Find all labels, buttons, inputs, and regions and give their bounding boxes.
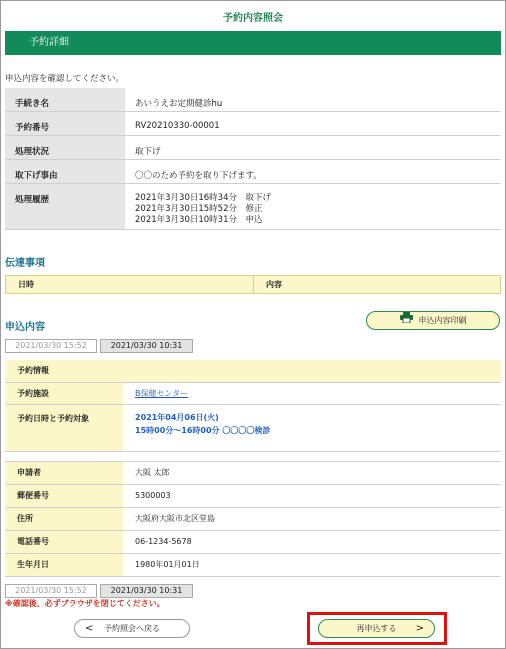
history-line: 2021年3月30日15時52分 修正 — [135, 204, 263, 214]
table-row — [5, 382, 501, 404]
reservation-date: 2021年04月06日(火) — [135, 412, 219, 422]
application-table — [5, 360, 501, 577]
table-row — [5, 136, 501, 160]
version-tab-1552[interactable]: 2021/03/30 15:52 — [5, 339, 97, 353]
reservation-info-label: 予約情報 — [5, 360, 123, 382]
table-row — [5, 88, 501, 112]
procedure-name-label: 手続き名 — [5, 88, 125, 112]
table-row — [5, 484, 501, 507]
datetime-label: 予約日時と予約対象 — [5, 404, 123, 451]
contact-col-content: 内容 — [254, 276, 501, 294]
table-row — [5, 112, 501, 136]
reservation-time: 15時00分～16時00分 〇〇〇〇検診 — [135, 425, 271, 435]
version-tab-1031-bottom[interactable]: 2021/03/30 10:31 — [100, 584, 193, 598]
spacer — [5, 451, 501, 461]
version-tab-1031[interactable]: 2021/03/30 10:31 — [100, 339, 193, 353]
history-label: 処理履歴 — [5, 184, 125, 230]
birthdate-value: 1980年01月01日 — [123, 553, 501, 576]
table-row — [5, 530, 501, 553]
notice-text: 申込内容を確認してください。 — [5, 74, 125, 84]
facility-label: 予約施設 — [5, 382, 123, 404]
table-row — [5, 360, 501, 382]
print-button-label: 申込内容印刷 — [418, 316, 467, 325]
table-row — [5, 553, 501, 576]
version-tab-1552-bottom[interactable]: 2021/03/30 15:52 — [5, 584, 97, 598]
section-header: 予約詳細 — [5, 31, 501, 55]
procedure-name-value: あいうえお定期健診hu — [125, 88, 501, 112]
chevron-right-icon: > — [415, 623, 424, 634]
reapply-button-label: 再申込する — [356, 624, 397, 633]
history-line: 2021年3月30日16時34分 取下げ — [135, 193, 271, 203]
table-row — [5, 507, 501, 530]
application-heading: 申込内容 — [5, 322, 45, 333]
highlight-box — [307, 612, 447, 645]
applicant-value: 大阪 太郎 — [123, 461, 501, 484]
applicant-label: 申請者 — [5, 461, 123, 484]
reservation-no-value: RV20210330-00001 — [125, 112, 501, 136]
phone-label: 電話番号 — [5, 530, 123, 553]
print-application-button[interactable] — [366, 311, 500, 330]
detail-table — [5, 87, 501, 230]
status-label: 処理状況 — [5, 136, 125, 160]
warning-text: ※確認後、必ずブラウザを閉じてください。 — [5, 599, 165, 608]
contact-col-datetime: 日時 — [6, 276, 254, 294]
withdraw-reason-value: 〇〇のため予約を取り下げます。 — [125, 160, 501, 184]
printer-icon — [400, 312, 413, 329]
chevron-left-icon: < — [85, 623, 94, 634]
history-value — [125, 184, 501, 230]
facility-link[interactable]: B保健センター — [135, 388, 189, 398]
back-button-label: 予約照会へ戻る — [104, 624, 160, 633]
table-spacer-row — [5, 451, 501, 461]
back-to-inquiry-button[interactable] — [74, 619, 190, 638]
address-label: 住所 — [5, 507, 123, 530]
facility-value — [123, 382, 501, 404]
datetime-value — [123, 404, 501, 451]
birthdate-label: 生年月日 — [5, 553, 123, 576]
reservation-info-fill — [123, 360, 501, 382]
table-row — [5, 184, 501, 230]
table-header-row — [6, 276, 501, 294]
page-title: 予約内容照会 — [223, 13, 283, 24]
phone-value: 06-1234-5678 — [123, 530, 501, 553]
contact-table — [5, 275, 501, 294]
table-row — [5, 404, 501, 451]
address-value: 大阪府大阪市北区堂島 — [123, 507, 501, 530]
withdraw-reason-label: 取下げ事由 — [5, 160, 125, 184]
history-line: 2021年3月30日10時31分 申込 — [135, 215, 263, 225]
table-row — [5, 160, 501, 184]
postal-value: 5300003 — [123, 484, 501, 507]
status-value: 取下げ — [125, 136, 501, 160]
reservation-no-label: 予約番号 — [5, 112, 125, 136]
contact-heading: 伝達事項 — [5, 258, 45, 269]
table-row — [5, 461, 501, 484]
postal-label: 郵便番号 — [5, 484, 123, 507]
